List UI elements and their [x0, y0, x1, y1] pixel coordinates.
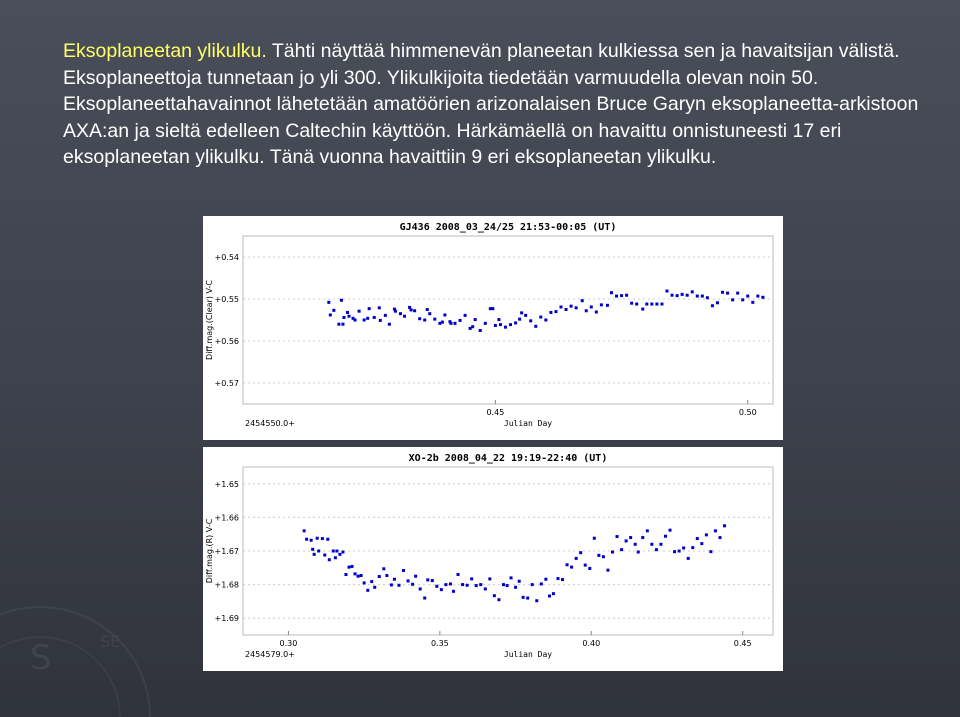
- data-point: [382, 567, 385, 570]
- data-point: [328, 558, 331, 561]
- x-axis-label: Julian Day: [503, 650, 553, 659]
- data-point: [346, 311, 349, 314]
- data-point: [449, 322, 452, 325]
- y-tick-label: +1.68: [214, 580, 239, 590]
- data-point: [358, 310, 361, 313]
- data-point: [497, 318, 500, 321]
- data-point: [723, 524, 726, 527]
- data-point: [305, 538, 308, 541]
- data-point: [474, 318, 477, 321]
- data-point: [354, 572, 357, 575]
- data-point: [341, 551, 344, 554]
- data-point: [504, 326, 507, 329]
- data-point: [332, 550, 335, 553]
- data-point: [570, 566, 573, 569]
- data-point: [470, 577, 473, 580]
- data-point: [686, 294, 689, 297]
- data-point: [687, 557, 690, 560]
- data-point: [488, 577, 491, 580]
- data-point: [444, 583, 447, 586]
- data-point: [565, 308, 568, 311]
- data-point: [646, 529, 649, 532]
- data-point: [570, 305, 573, 308]
- data-point: [560, 305, 563, 308]
- data-point: [595, 311, 598, 314]
- data-point: [413, 309, 416, 312]
- svg-text:S: S: [30, 638, 52, 678]
- data-point: [340, 299, 343, 302]
- data-point: [428, 312, 431, 315]
- y-tick-label: +0.55: [214, 295, 239, 304]
- data-point: [761, 296, 764, 299]
- x-tick-label: 0.50: [738, 408, 757, 417]
- data-point: [388, 323, 391, 326]
- data-point: [385, 574, 388, 577]
- data-point: [363, 581, 366, 584]
- data-point: [721, 291, 724, 294]
- data-point: [493, 594, 496, 597]
- data-point: [384, 314, 387, 317]
- data-point: [645, 303, 648, 306]
- data-point: [337, 323, 340, 326]
- data-point: [479, 583, 482, 586]
- data-point: [426, 308, 429, 311]
- data-point: [423, 597, 426, 600]
- data-point: [414, 575, 417, 578]
- data-point: [335, 550, 338, 553]
- slide-highlight: Eksoplaneetan ylikulku.: [63, 40, 267, 62]
- data-point: [637, 551, 640, 554]
- data-point: [561, 578, 564, 581]
- chart-panel-xo2b: [203, 447, 783, 671]
- data-point: [370, 580, 373, 583]
- data-point: [348, 315, 351, 318]
- data-point: [575, 306, 578, 309]
- data-point: [514, 586, 517, 589]
- data-point: [696, 295, 699, 298]
- data-point: [457, 573, 460, 576]
- data-point: [459, 319, 462, 322]
- data-point: [303, 529, 306, 532]
- data-point: [566, 563, 569, 566]
- data-point: [634, 543, 637, 546]
- y-tick-label: +1.65: [214, 479, 239, 489]
- data-point: [602, 555, 605, 558]
- data-point: [630, 302, 633, 305]
- data-point: [484, 587, 487, 590]
- data-point: [520, 311, 523, 314]
- data-point: [332, 309, 335, 312]
- data-point: [317, 550, 320, 553]
- data-point: [368, 307, 371, 310]
- data-point: [700, 542, 703, 545]
- data-point: [696, 537, 699, 540]
- y-tick-label: +1.69: [214, 614, 239, 624]
- data-point: [535, 599, 538, 602]
- data-point: [531, 583, 534, 586]
- data-point: [357, 575, 360, 578]
- data-point: [411, 583, 414, 586]
- y-tick-label: +1.67: [214, 547, 239, 556]
- x-offset-label: 2454550.0+: [245, 419, 295, 428]
- data-point: [705, 533, 708, 536]
- data-point: [678, 550, 681, 553]
- data-point: [366, 317, 369, 320]
- data-point: [329, 313, 332, 316]
- data-point: [479, 329, 482, 332]
- data-point: [620, 548, 623, 551]
- data-point: [410, 308, 413, 311]
- x-tick-label: 0.45: [733, 639, 752, 648]
- data-point: [334, 556, 337, 559]
- data-point: [423, 319, 426, 322]
- data-point: [316, 537, 319, 540]
- data-point: [510, 576, 513, 579]
- data-point: [390, 583, 393, 586]
- data-point: [650, 303, 653, 306]
- data-point: [518, 580, 521, 583]
- data-point: [544, 578, 547, 581]
- data-point: [373, 316, 376, 319]
- data-point: [641, 308, 644, 311]
- data-point: [418, 317, 421, 320]
- data-point: [588, 567, 591, 570]
- data-point: [549, 311, 552, 314]
- data-point: [666, 290, 669, 293]
- data-point: [431, 579, 434, 582]
- data-point: [518, 318, 521, 321]
- data-point: [539, 316, 542, 319]
- data-point: [452, 590, 455, 593]
- data-point: [402, 569, 405, 572]
- data-point: [393, 578, 396, 581]
- data-point: [509, 323, 512, 326]
- data-point: [706, 296, 709, 299]
- data-point: [502, 583, 505, 586]
- data-point: [673, 550, 676, 553]
- data-point: [590, 305, 593, 308]
- chart-svg: [203, 216, 783, 440]
- data-point: [669, 529, 672, 532]
- data-point: [534, 325, 537, 328]
- data-point: [554, 310, 557, 313]
- data-point: [461, 583, 464, 586]
- data-point: [597, 554, 600, 557]
- data-point: [625, 539, 628, 542]
- data-point: [379, 319, 382, 322]
- data-point: [655, 548, 658, 551]
- data-point: [625, 294, 628, 297]
- data-point: [426, 578, 429, 581]
- data-point: [726, 292, 729, 295]
- data-point: [610, 291, 613, 294]
- data-point: [701, 295, 704, 298]
- data-point: [691, 546, 694, 549]
- data-point: [655, 303, 658, 306]
- data-point: [575, 557, 578, 560]
- chart-svg: [203, 447, 783, 671]
- y-tick-label: +1.66: [214, 513, 239, 523]
- data-point: [600, 303, 603, 306]
- data-point: [731, 298, 734, 301]
- data-point: [741, 298, 744, 301]
- slide-paragraph: [63, 38, 923, 171]
- data-point: [466, 584, 469, 587]
- data-point: [378, 575, 381, 578]
- data-point: [378, 306, 381, 309]
- data-point: [321, 537, 324, 540]
- data-point: [529, 319, 532, 322]
- x-axis-label: Julian Day: [503, 419, 553, 428]
- data-point: [664, 535, 667, 538]
- data-point: [471, 325, 474, 328]
- x-tick-label: 0.35: [430, 639, 449, 648]
- data-point: [491, 307, 494, 310]
- data-point: [506, 584, 509, 587]
- data-point: [419, 587, 422, 590]
- data-point: [354, 319, 357, 322]
- svg-text:SE: SE: [100, 632, 121, 651]
- data-point: [650, 543, 653, 546]
- data-point: [399, 312, 402, 315]
- data-point: [403, 315, 406, 318]
- x-offset-label: 2454579.0+: [245, 650, 295, 659]
- data-point: [326, 538, 329, 541]
- data-point: [366, 589, 369, 592]
- data-point: [499, 323, 502, 326]
- data-point: [620, 294, 623, 297]
- data-point: [691, 290, 694, 293]
- data-point: [475, 584, 478, 587]
- data-point: [552, 592, 555, 595]
- data-point: [556, 577, 559, 580]
- slide-body: Tähti näyttää himmenevän planeetan kulkiessa sen ja havaitsijan välistä. Eksoplaneettoja tunnetaan jo yli 300. Ylikulkijoita tiedetään varmuudella olevan noin 50. Eksoplaneettahavainnot lähetetään amatöörien arizonalaisen Bruce Garyn eksoplaneetta-arkistoon AXA:an ja sieltä edelleen Caltechin käyttöön. Härkämäellä on havaittu onnistuneesti 17 eri eksoplaneetan ylikulku. Tänä vuonna havaittiin 9 eri eksoplaneetan ylikulku.: [63, 40, 919, 168]
- data-point: [544, 319, 547, 322]
- data-point: [682, 546, 685, 549]
- data-point: [441, 321, 444, 324]
- data-point: [407, 579, 410, 582]
- data-point: [681, 293, 684, 296]
- data-point: [351, 565, 354, 568]
- data-point: [443, 313, 446, 316]
- data-point: [659, 543, 662, 546]
- data-point: [449, 582, 452, 585]
- data-point: [585, 309, 588, 312]
- chart-title: GJ436 2008_03_24/25 21:53-00:05 (UT): [399, 222, 617, 233]
- data-point: [344, 573, 347, 576]
- data-point: [526, 597, 529, 600]
- x-tick-label: 0.45: [486, 408, 505, 417]
- data-point: [454, 322, 457, 325]
- x-tick-label: 0.40: [582, 639, 601, 648]
- data-point: [433, 318, 436, 321]
- data-point: [360, 574, 363, 577]
- data-point: [348, 566, 351, 569]
- data-point: [756, 295, 759, 298]
- data-point: [310, 539, 313, 542]
- data-point: [494, 324, 497, 327]
- data-point: [611, 551, 614, 554]
- data-point: [581, 299, 584, 302]
- data-point: [746, 295, 749, 298]
- data-point: [714, 529, 717, 532]
- y-axis-label: Diff.mag.(R) V-C: [205, 518, 214, 584]
- data-point: [327, 301, 330, 304]
- y-axis-label: Diff.mag.(Clear) V-C: [205, 280, 214, 360]
- data-point: [671, 294, 674, 297]
- data-point: [719, 536, 722, 539]
- data-point: [676, 294, 679, 297]
- data-point: [363, 319, 366, 322]
- data-point: [593, 537, 596, 540]
- data-point: [540, 582, 543, 585]
- data-point: [548, 595, 551, 598]
- data-point: [522, 596, 525, 599]
- data-point: [709, 550, 712, 553]
- data-point: [394, 310, 397, 313]
- data-point: [736, 292, 739, 295]
- data-point: [660, 303, 663, 306]
- data-point: [606, 569, 609, 572]
- data-point: [751, 301, 754, 304]
- data-point: [524, 314, 527, 317]
- data-point: [615, 295, 618, 298]
- data-point: [342, 316, 345, 319]
- data-point: [716, 301, 719, 304]
- data-point: [484, 322, 487, 325]
- data-point: [311, 548, 314, 551]
- plot-frame: [243, 236, 773, 404]
- data-point: [323, 554, 326, 557]
- data-point: [464, 314, 467, 317]
- data-point: [584, 564, 587, 567]
- data-point: [338, 553, 341, 556]
- background-decoration: [0, 557, 200, 717]
- data-point: [711, 304, 714, 307]
- data-point: [497, 598, 500, 601]
- data-point: [579, 551, 582, 554]
- chart-panel-gj436: [203, 216, 783, 440]
- data-point: [313, 553, 316, 556]
- data-point: [641, 536, 644, 539]
- data-point: [635, 303, 638, 306]
- data-point: [514, 321, 517, 324]
- data-point: [435, 585, 438, 588]
- y-tick-label: +0.57: [214, 379, 239, 388]
- data-point: [440, 588, 443, 591]
- x-tick-label: 0.30: [279, 639, 298, 648]
- data-point: [629, 536, 632, 539]
- data-point: [616, 535, 619, 538]
- chart-title: XO-2b 2008_04_22 19:19-22:40 (UT): [408, 453, 608, 464]
- data-point: [606, 304, 609, 307]
- data-point: [373, 586, 376, 589]
- y-tick-label: +0.56: [214, 337, 239, 346]
- y-tick-label: +0.54: [214, 253, 239, 262]
- data-point: [341, 323, 344, 326]
- data-point: [397, 584, 400, 587]
